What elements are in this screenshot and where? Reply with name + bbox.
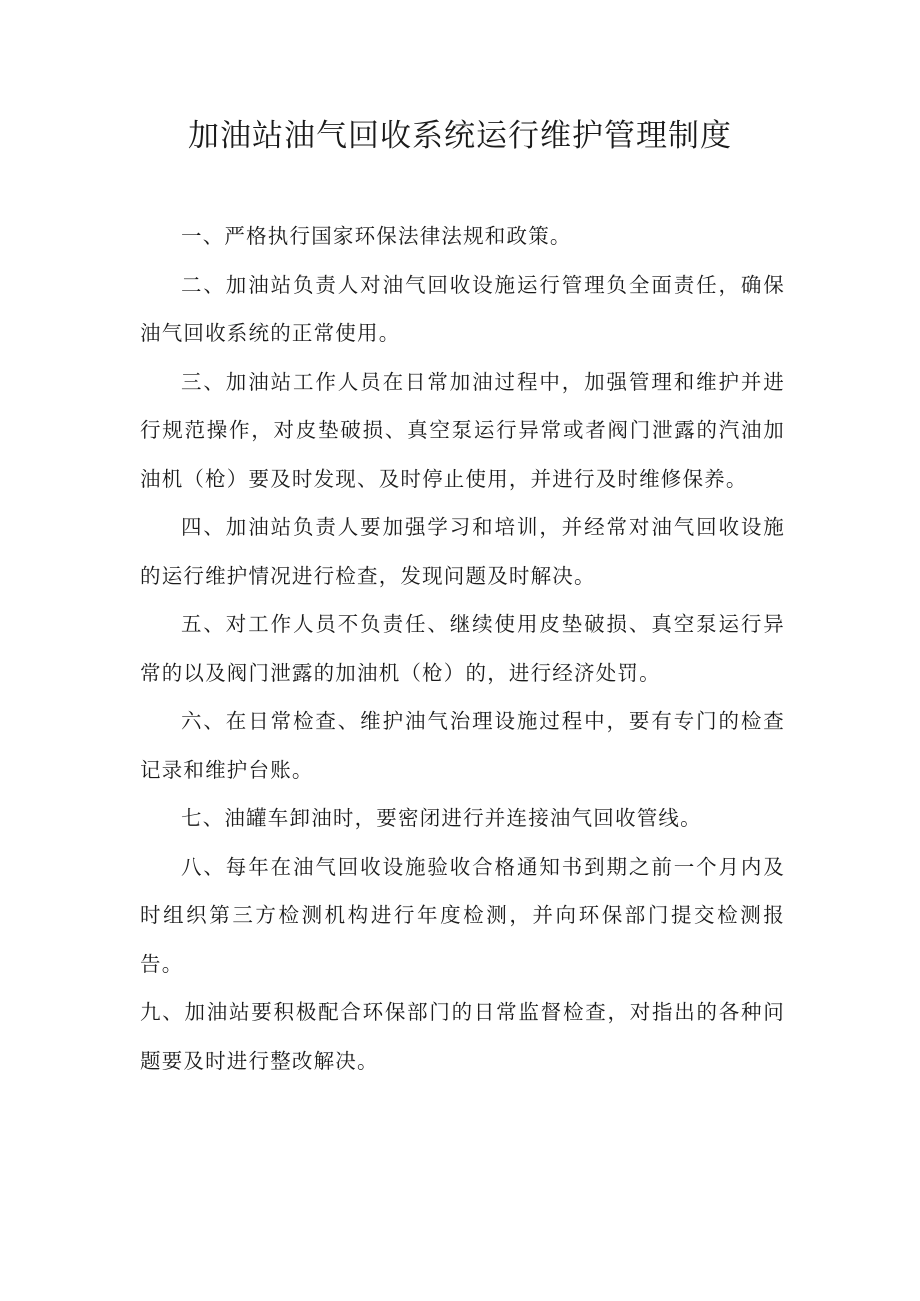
clause-6: 六、在日常检查、维护油气治理设施过程中，要有专门的检查记录和维护台账。 — [140, 709, 785, 782]
clause-4: 四、加油站负责人要加强学习和培训，并经常对油气回收设施的运行维护情况进行检查，发现问题及时解决。 — [140, 515, 785, 588]
clause-1: 一、严格执行国家环保法律法规和政策。 — [181, 224, 572, 248]
clause-7: 七、油罐车卸油时，要密闭进行并连接油气回收管线。 — [181, 806, 702, 830]
clause-2: 二、加油站负责人对油气回收设施运行管理负全面责任，确保油气回收系统的正常使用。 — [140, 272, 785, 345]
document-title: 加油站油气回收系统运行维护管理制度 — [188, 118, 732, 154]
clause-5: 五、对工作人员不负责任、继续使用皮垫破损、真空泵运行异常的以及阀门泄露的加油机（枪）的，进行经济处罚。 — [140, 612, 785, 685]
clause-9: 九、加油站要积极配合环保部门的日常监督检查，对指出的各种问题要及时进行整改解决。 — [140, 1000, 785, 1073]
clause-3: 三、加油站工作人员在日常加油过程中，加强管理和维护并进行规范操作，对皮垫破损、真空泵运行异常或者阀门泄露的汽油加油机（枪）要及时发现、及时停止使用，并进行及时维修保养。 — [140, 369, 785, 491]
document-body — [140, 212, 785, 1085]
clause-8: 八、每年在油气回收设施验收合格通知书到期之前一个月内及时组织第三方检测机构进行年度检测，并向环保部门提交检测报告。 — [140, 854, 785, 976]
